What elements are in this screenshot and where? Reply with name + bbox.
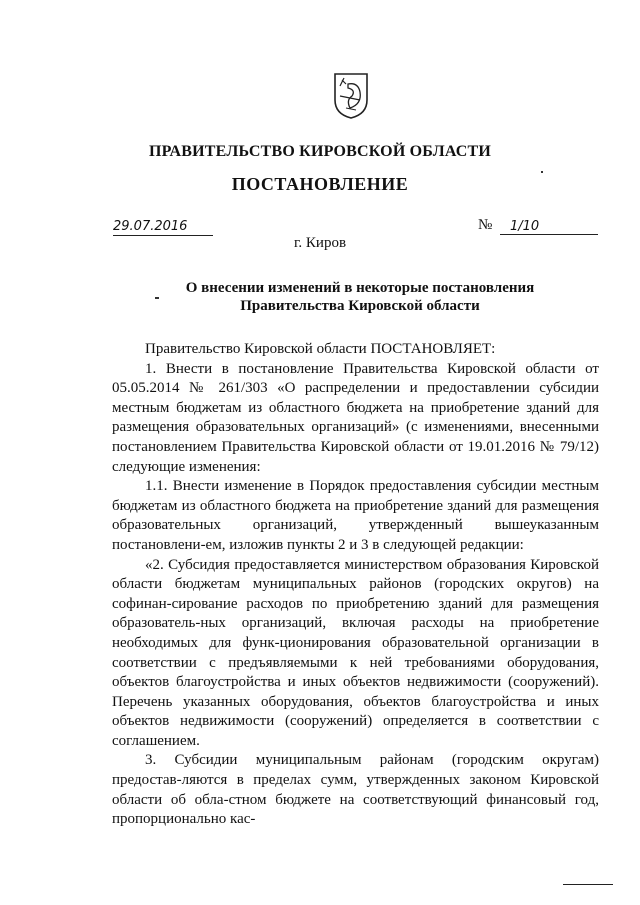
document-number: 1/10 <box>500 218 598 235</box>
stray-mark <box>541 171 543 173</box>
paragraph-1-1: 1.1. Внести изменение в Порядок предоставления субсидии местным бюджетам из областного бюджета на приобретение зданий для размещения образовательных организаций, утвержденный вышеуказанным постановлени-ем, изложив пункты 2 и 3 в следующей редакции: <box>112 478 599 553</box>
stray-mark <box>155 297 159 299</box>
number-label: № <box>478 217 493 233</box>
document-title <box>0 279 640 315</box>
footer-rule <box>563 884 613 885</box>
city: г. Киров <box>293 235 347 251</box>
coat-of-arms-icon <box>332 70 370 120</box>
organization-name: ПРАВИТЕЛЬСТВО КИРОВСКОЙ ОБЛАСТИ <box>148 143 492 160</box>
paragraph-1: 1. Внести в постановление Правительства Кировской области от 05.05.2014 № 261/303 «О распределении и предоставлении субсидии местным бюджетам из областного бюджета на приобретение зданий для размещения образовательных организаций» (с изменениями, внесенными постановлением Правительства Кировской области от 19.01.2016 № 79/12) следующие изменения: <box>112 360 599 475</box>
preamble: Правительство Кировской области ПОСТАНОВЛЯЕТ: <box>145 341 496 357</box>
title-line-1: О внесении изменений в некоторые постановления <box>185 280 535 296</box>
document-type: ПОСТАНОВЛЕНИЕ <box>231 174 409 194</box>
document-date: 29.07.2016 <box>113 218 213 236</box>
paragraph-2: «2. Субсидия предоставляется министерством образования Кировской области бюджетам муниципальных районов (городских округов) на софинан-сирование расходов по приобретению зданий для размещения образователь-ных организаций, включая расходы на приобретение необходимых для функ-ционирования образовательной организации в соответствии с предъявляемыми к ней требованиями оборудования, объектов благоустройства и иных объектов недвижимости (сооружений). Перечень указанных оборудования, объектов благоустройства и иных объектов недвижимости (сооружений) определяется в соответствии с соглашением. <box>112 556 599 749</box>
document-body <box>112 340 599 830</box>
title-line-2: Правительства Кировской области <box>240 298 480 314</box>
paragraph-3: 3. Субсидии муниципальным районам (городским округам) предостав-ляются в пределах сумм, утвержденных законом Кировской области об обла-стном бюджете на соответствующий финансовый год, пропорционально кас- <box>112 752 599 828</box>
